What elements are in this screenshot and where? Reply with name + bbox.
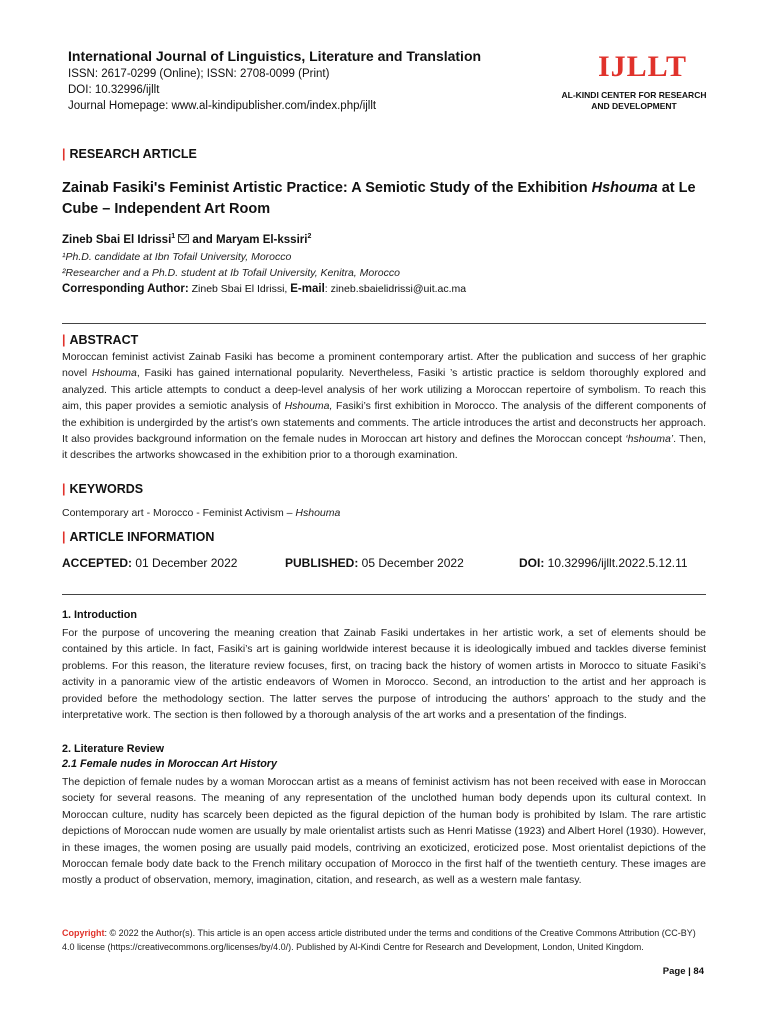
publisher-name: AL-KINDI CENTER FOR RESEARCH AND DEVELOPMENT xyxy=(561,90,707,111)
article-title: Zainab Fasiki's Feminist Artistic Practice: A Semiotic Study of the Exhibition Hshouma at Le Cube – Independent Art Room xyxy=(62,180,696,217)
divider xyxy=(62,323,706,324)
lit-review-heading: 2. Literature Review xyxy=(62,743,165,755)
intro-text: For the purpose of uncovering the meaning creation that Zainab Fasiki undertakes in her artistic work, a set of elements should be contained by this article. In fact, Fasiki’s art is gaining worldwide interest because it is ideologically imbued and tackles diverse feminist problems. For this reason, the literature review focuses, first, on tracing back the history of women artists in Morocco to situate Fasiki’s activity in a panoramic view of the artistic endeavors of Women in Morocco. Second, an introduction to the artist and her approach is provided before the methodology section. The latter serves the purpose of introducing the authors’ approach to the study and the interpretative work. The section is then followed by a thorough analysis of the art works and a presentation of the findings. xyxy=(62,627,706,722)
copyright-notice: Copyright: © 2022 the Author(s). This article is an open access article distributed under the terms and conditions of the Creative Commons Attribution (CC-BY) 4.0 license (https://creativecommons.org/licenses/by/4.0/). Published by Al-Kindi Centre for Research and Development, London, United Kingdom. xyxy=(62,928,696,953)
affiliation-2: ²Researcher and a Ph.D. student at Ib Tofail University, Kenitra, Morocco xyxy=(62,267,400,279)
corresponding-author: Corresponding Author: Zineb Sbai El Idrissi, E-mail: zineb.sbaielidrissi@uit.ac.ma xyxy=(62,283,467,295)
email-link[interactable]: : zineb.sbaielidrissi@uit.ac.ma xyxy=(324,283,467,295)
accent-bar: | xyxy=(62,147,66,161)
abstract-text: Moroccan feminist activist Zainab Fasiki has become a prominent contemporary artist. After the publication and success of her graphic novel Hshouma, Fasiki has gained international popularity. Nevertheless, Fasiki ’s artistic practice is seldom thoroughly explored and analyzed. This article attempts to conduct a deep-level analysis of her work utilizing a Moroccan repertoire of symbolism. To reach this aim, this paper provides a semiotic analysis of Hshouma, Fasiki’s first exhibition in Morocco. The analysis of the different components of the exhibition is undergirded by the artist’s own statements and comments. The article introduces the artist and deconstructs her approach. It also provides background information on the female nudes in Moroccan art history and defines the Moroccan concept ‘hshouma’. Then, it describes the artworks showcased in the exhibition prior to a thorough examination. xyxy=(62,351,707,462)
published-date: PUBLISHED: 05 December 2022 xyxy=(285,556,464,570)
journal-doi: DOI: 10.32996/ijllt xyxy=(68,84,160,96)
keywords-text: Contemporary art - Morocco - Feminist Activism – Hshouma xyxy=(62,507,341,519)
journal-issn: ISSN: 2617-0299 (Online); ISSN: 2708-0099 (Print) xyxy=(68,68,330,80)
affiliation-1: ¹Ph.D. candidate at Ibn Tofail University, Morocco xyxy=(62,251,292,263)
journal-homepage[interactable]: Journal Homepage: www.al-kindipublisher.com/index.php/ijllt xyxy=(68,100,377,112)
journal-title: International Journal of Linguistics, Literature and Translation xyxy=(68,48,482,64)
section-label: | RESEARCH ARTICLE xyxy=(62,147,197,161)
lit-review-subheading: 2.1 Female nudes in Moroccan Art History xyxy=(62,758,277,770)
mail-icon[interactable] xyxy=(178,234,189,243)
article-doi[interactable]: DOI: 10.32996/ijllt.2022.5.12.11 xyxy=(519,556,688,570)
abstract-heading: | ABSTRACT xyxy=(62,333,139,347)
article-info-heading: | ARTICLE INFORMATION xyxy=(62,530,215,544)
journal-logo: IJLLT xyxy=(598,50,687,83)
keywords-heading: | KEYWORDS xyxy=(62,482,144,496)
author-2: Maryam El-kssiri xyxy=(216,233,308,246)
page-number: Page | 84 xyxy=(662,966,704,977)
author-1: Zineb Sbai El Idrissi xyxy=(62,233,172,246)
accepted-date: ACCEPTED: 01 December 2022 xyxy=(62,556,238,570)
author-list: Zineb Sbai El Idrissi$^1$ and Maryam El-kssiri$^2$ xyxy=(62,233,312,246)
divider xyxy=(62,594,706,595)
lit-review-text: The depiction of female nudes by a woman Moroccan artist as a means of feminist activism has not been received with ease in Moroccan society for several reasons. The meaning of any representation of the unclothed human body depends upon its cultural context. In Moroccan culture, nudity has scarcely been depicted as the figural depiction of the human body is prohibited by Islam. The rare artistic depictions of Moroccan nude women are usually by male orientalist artists such as Henri Matisse (1923) and Albert Horel (1930). However, in these images, the women posing are usually paid models, contriving an exoticized, eroticized pose. Most orientalist depictions of the Moroccan female body date back to the French military occupation of Morocco in the first half of the twentieth century. These images are mostly a product of observation, memory, imagination, citation, and research, as well as a western male fantasy. xyxy=(62,776,706,887)
intro-heading: 1. Introduction xyxy=(62,609,137,621)
